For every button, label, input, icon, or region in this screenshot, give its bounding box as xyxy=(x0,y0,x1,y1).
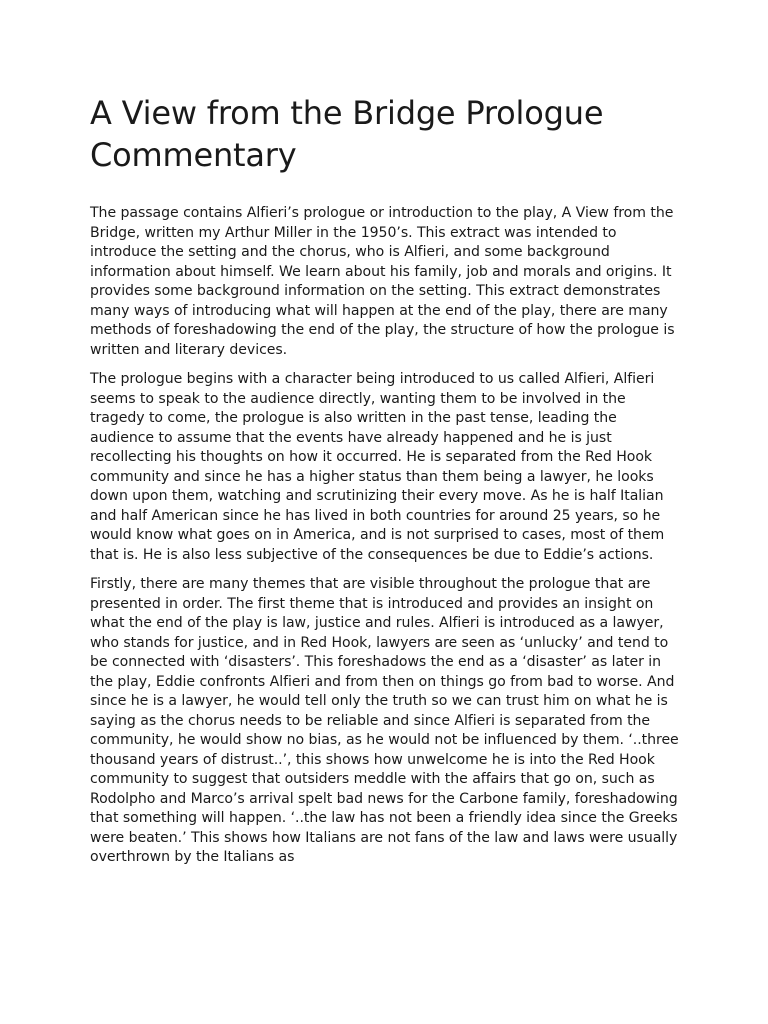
paragraph-themes: Firstly, there are many themes that are visible throughout the prologue that are presented in order. The first theme that is introduced and provides an insight on what the end of the play is law, justice and rules. Alfieri is introduced as a lawyer, who stands for justice, and in Red Hook, lawyers are seen as ‘unlucky’ and tend to be connected with ‘disasters’. This foreshadows the end as a ‘disaster’ as later in the play, Eddie confronts Alfieri and from then on things go from bad to worse. And since he is a lawyer, he would tell only the truth so we can trust him on what he is saying as the chorus needs to be reliable and since Alfieri is separated from the community, he would show no bias, as he would not be influenced by them. ‘..three thousand years of distrust..’, this shows how unwelcome he is into the Red Hook community to suggest that outsiders meddle with the affairs that go on, such as Rodolpho and Marco’s arrival spelt bad news for the Carbone family, foreshadowing that something will happen. ‘..the law has not been a friendly idea since the Greeks were beaten.’ This shows how Italians are not fans of the law and laws were usually overthrown by the Italians as xyxy=(90,576,679,865)
paragraph-alfieri: The prologue begins with a character being introduced to us called Alfieri, Alfieri seems to speak to the audience directly, wanting them to be involved in the tragedy to come, the prologue is also written in the past tense, leading the audience to assume that the events have already happened and he is just recollecting his thoughts on how it occurred. He is separated from the Red Hook community and since he has a higher status than them being a lawyer, he looks down upon them, watching and scrutinizing their every move. As he is half Italian and half American since he has lived in both countries for around 25 years, so he would know what goes on in America, and is not surprised to cases, most of them that is. He is also less subjective of the consequences be due to Eddie’s actions. xyxy=(90,371,665,563)
document-body xyxy=(90,92,680,878)
document-title: A View from the Bridge Prologue Commentary xyxy=(90,94,604,174)
paragraph-introduction: The passage contains Alfieri’s prologue or introduction to the play, A View from the Bridge, written my Arthur Miller in the 1950’s. This extract was intended to introduce the setting and the chorus, who is Alfieri, and some background information about himself. We learn about his family, job and morals and origins. It provides some background information on the setting. This extract demonstrates many ways of introducing what will happen at the end of the play, there are many methods of foreshadowing the end of the play, the structure of how the prologue is written and literary devices. xyxy=(90,205,675,358)
